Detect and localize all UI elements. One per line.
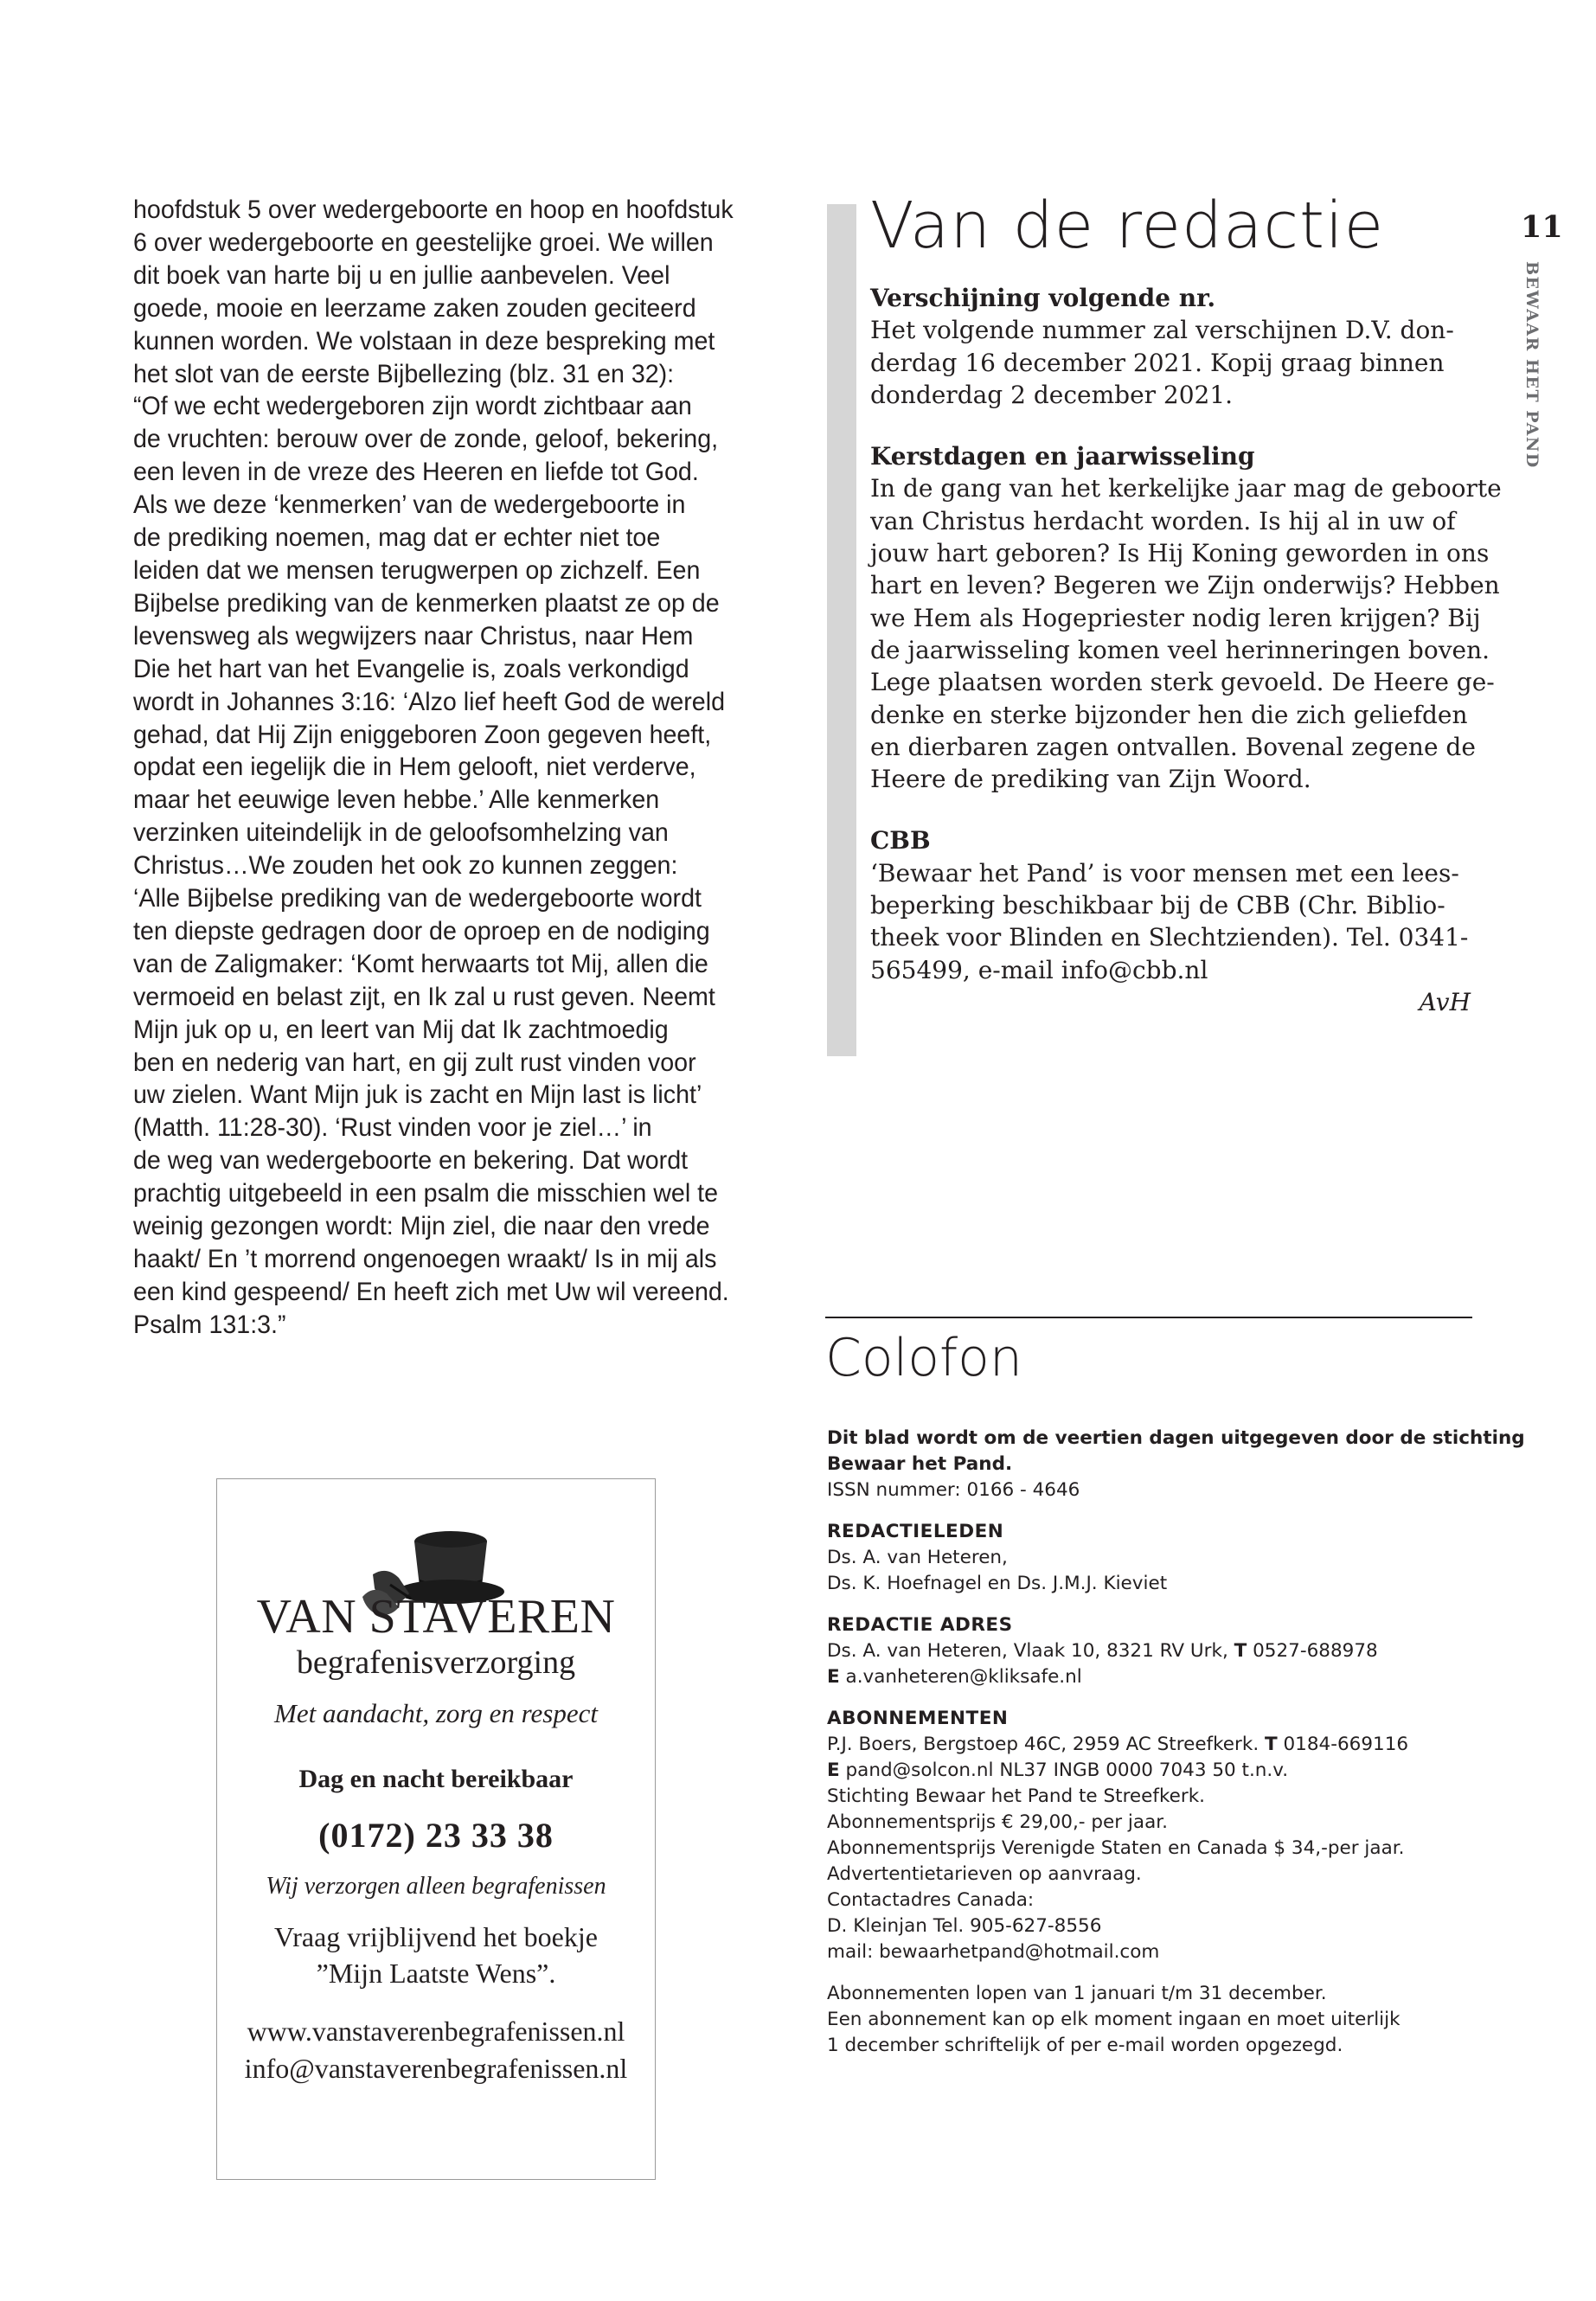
colofon-issn: ISSN nummer: 0166 - 4646 bbox=[827, 1479, 1080, 1501]
paragraph-line: beperking beschikbaar bij de CBB (Chr. Biblio- bbox=[870, 891, 1445, 920]
colofon-line: Abonnementsprijs € 29,00,- per jaar. bbox=[827, 1811, 1168, 1833]
section-heading: REDACTIELEDEN bbox=[827, 1521, 1004, 1542]
article-line: de vruchten: berouw over de zonde, geloof, bekering, bbox=[133, 425, 719, 454]
article-line: Mijn juk op u, en leert van Mij dat Ik zachtmoedig bbox=[133, 1015, 669, 1044]
article-line: weinig gezongen wordt: Mijn ziel, die naar den vrede bbox=[133, 1212, 710, 1241]
section-heading: CBB bbox=[870, 826, 931, 856]
paragraph-line: donderdag 2 december 2021. bbox=[870, 380, 1234, 409]
colofon-line: Contactadres Canada: bbox=[827, 1889, 1035, 1911]
article-line: een leven in de vreze des Heeren en liefde tot God. bbox=[133, 458, 699, 487]
paragraph-line: theek voor Blinden en Slechtzienden). Tel. 0341- bbox=[870, 923, 1469, 952]
phone-label: T bbox=[1234, 1640, 1247, 1662]
article-line: haakt/ En ’t morrend ongenoegen wraakt/ Is in mij als bbox=[133, 1245, 717, 1273]
article-line: 6 over wedergeboorte en geestelijke groei. We willen bbox=[133, 228, 714, 257]
colofon-line: Een abonnement kan op elk moment ingaan en moet uiterlijk bbox=[827, 2009, 1401, 2030]
phone-number: 0184-669116 bbox=[1277, 1734, 1409, 1755]
article-line: wordt in Johannes 3:16: ‘Alzo lief heeft God de wereld bbox=[133, 687, 726, 716]
section-paragraph bbox=[870, 314, 1471, 411]
article-text-column bbox=[133, 194, 771, 1342]
colofon-intro: Dit blad wordt om de veertien dagen uitgegeven door de stichting bbox=[827, 1427, 1525, 1449]
colofon-body bbox=[827, 1426, 1525, 2059]
colofon-line: Abonnementsprijs Verenigde Staten en Canada $ 34,-per jaar. bbox=[827, 1837, 1405, 1859]
paragraph-line: 565499, e-mail info@cbb.nl bbox=[870, 955, 1208, 984]
ad-email: info@vanstaverenbegrafenissen.nl bbox=[244, 2053, 628, 2084]
phone-number: 0527-688978 bbox=[1247, 1640, 1378, 1662]
section-heading: Verschijning volgende nr. bbox=[870, 284, 1216, 312]
colofon-line: 1 december schriftelijk of per e-mail worden opgezegd. bbox=[827, 2035, 1343, 2056]
section-heading: REDACTIE ADRES bbox=[827, 1614, 1013, 1636]
paragraph-line: van Christus herdacht worden. Is hij al in uw of bbox=[870, 506, 1456, 535]
colofon-line bbox=[827, 1664, 1484, 1690]
ad-phone: (0172) 23 33 38 bbox=[318, 1816, 554, 1855]
side-label bbox=[1516, 261, 1550, 478]
article-line: Bijbelse prediking van de kenmerken plaatst ze op de bbox=[133, 588, 720, 618]
article-line: uw zielen. Want Mijn juk is zacht en Mijn last is licht’ bbox=[133, 1080, 702, 1110]
colofon-line bbox=[827, 1638, 1484, 1664]
article-line: “Of we echt wedergeboren zijn wordt zichtbaar aan bbox=[133, 392, 692, 421]
paragraph-line: Heere de prediking van Zijn Woord. bbox=[870, 765, 1311, 794]
article-line: van de Zaligmaker: ‘Komt herwaarts tot Mij, allen die bbox=[133, 949, 708, 978]
ad-booklet-line: Vraag vrijblijvend het boekje bbox=[274, 1921, 598, 1952]
phone-label: T bbox=[1265, 1734, 1278, 1755]
signature: AvH bbox=[1419, 987, 1471, 1016]
funeral-advertisement bbox=[216, 1478, 656, 2180]
section-paragraph bbox=[870, 472, 1502, 795]
colofon-line: Abonnementen lopen van 1 januari t/m 31 december. bbox=[827, 1983, 1327, 2004]
article-line: goede, mooie en leerzame zaken zouden geciteerd bbox=[133, 293, 696, 323]
colofon-title: Colofon bbox=[825, 1328, 1022, 1388]
email-label: E bbox=[827, 1666, 840, 1688]
redactie-title: Van de redactie bbox=[870, 189, 1385, 263]
paragraph-line: Het volgende nummer zal verschijnen D.V. don- bbox=[870, 316, 1454, 345]
colofon-line: Ds. K. Hoefnagel en Ds. J.M.J. Kieviet bbox=[827, 1573, 1168, 1594]
article-line: ben en nederig van hart, en gij zult rust vinden voor bbox=[133, 1048, 696, 1077]
address-text: Ds. A. van Heteren, Vlaak 10, 8321 RV Urk, bbox=[827, 1640, 1234, 1662]
article-line: de weg van wedergeboorte en bekering. Dat wordt bbox=[133, 1146, 689, 1176]
ad-company-name: VAN STAVEREN bbox=[256, 1590, 616, 1644]
paragraph-line: en dierbaren zagen ontvallen. Bovenal zegene de bbox=[870, 732, 1476, 761]
side-label-text: BEWAAR HET PAND bbox=[1522, 261, 1542, 469]
ad-tagline: Met aandacht, zorg en respect bbox=[274, 1698, 598, 1728]
colofon-line: D. Kleinjan Tel. 905-627-8556 bbox=[827, 1915, 1102, 1937]
section-paragraph bbox=[870, 857, 1471, 986]
paragraph-line: de jaarwisseling komen veel herinneringen boven. bbox=[870, 635, 1490, 664]
colofon-line: Ds. A. van Heteren, bbox=[827, 1547, 1008, 1568]
article-line: maar het eeuwige leven hebbe.’ Alle kenmerken bbox=[133, 785, 660, 815]
address-text: P.J. Boers, Bergstoep 46C, 2959 AC Streefkerk. bbox=[827, 1734, 1265, 1755]
redactieleden-section bbox=[827, 1519, 1484, 1597]
page-number: 11 bbox=[1521, 209, 1563, 245]
colofon-divider bbox=[825, 1317, 1472, 1318]
section-heading: ABONNEMENTEN bbox=[827, 1708, 1009, 1729]
colofon-line bbox=[827, 1758, 1484, 1784]
paragraph-line: jouw hart geboren? Is Hij Koning geworden in ons bbox=[870, 539, 1490, 568]
paragraph-line: ‘Bewaar het Pand’ is voor mensen met een lees- bbox=[870, 858, 1459, 888]
abonnementen-section bbox=[827, 1706, 1484, 1965]
paragraph-line: Lege plaatsen worden sterk gevoeld. De Heere ge- bbox=[870, 668, 1495, 697]
email-and-iban: pand@solcon.nl NL37 INGB 0000 7043 50 t.n.v. bbox=[839, 1759, 1289, 1781]
article-line: Als we deze ‘kenmerken’ van de wedergeboorte in bbox=[133, 490, 686, 520]
ad-booklet-title: ”Mijn Laatste Wens”. bbox=[316, 1958, 556, 1989]
article-line: een kind gespeend/ En heeft zich met Uw wil vereend. bbox=[133, 1277, 729, 1306]
redactie-adres-section bbox=[827, 1612, 1484, 1690]
article-line: vermoeid en belast zijt, en Ik zal u rust geven. Neemt bbox=[133, 982, 715, 1011]
article-line: de prediking noemen, mag dat er echter niet toe bbox=[133, 523, 661, 553]
article-line: het slot van de eerste Bijbellezing (blz. 31 en 32): bbox=[133, 359, 675, 388]
colofon-line: Stichting Bewaar het Pand te Streefkerk. bbox=[827, 1785, 1205, 1807]
article-line: hoofdstuk 5 over wedergeboorte en hoop en hoofdstuk bbox=[133, 195, 734, 224]
article-line: dit boek van harte bij u en jullie aanbevelen. Veel bbox=[133, 260, 670, 290]
paragraph-line: derdag 16 december 2021. Kopij graag binnen bbox=[870, 348, 1445, 377]
article-line: ten diepste gedragen door de oproep en de nodiging bbox=[133, 916, 710, 945]
redactie-accent-bar bbox=[827, 204, 856, 1056]
paragraph-line: In de gang van het kerkelijke jaar mag de geboorte bbox=[870, 474, 1502, 503]
article-line: leiden dat we mensen terugwerpen op zichzelf. Een bbox=[133, 555, 701, 585]
article-line: Christus…We zouden het ook zo kunnen zeggen: bbox=[133, 851, 678, 881]
colofon-intro: Bewaar het Pand. bbox=[827, 1453, 1013, 1475]
article-line: prachtig uitgebeeld in een psalm die misschien wel te bbox=[133, 1179, 719, 1208]
article-line: gehad, dat Hij Zijn eniggeboren Zoon gegeven heeft, bbox=[133, 720, 712, 749]
paragraph-line: hart en leven? Begeren we Zijn onderwijs? Hebben bbox=[870, 571, 1500, 600]
article-line: Die het hart van het Evangelie is, zoals verkondigd bbox=[133, 654, 689, 683]
colofon-line: Advertentietarieven op aanvraag. bbox=[827, 1863, 1142, 1885]
article-line: ‘Alle Bijbelse prediking van de wedergeboorte wordt bbox=[133, 884, 702, 913]
ad-website: www.vanstaverenbegrafenissen.nl bbox=[247, 2016, 625, 2047]
email-label: E bbox=[827, 1759, 840, 1781]
colofon-line: mail: bewaarhetpand@hotmail.com bbox=[827, 1941, 1160, 1963]
article-line: Psalm 131:3.” bbox=[133, 1310, 286, 1339]
section-heading: Kerstdagen en jaarwisseling bbox=[870, 442, 1255, 471]
paragraph-line: we Hem als Hogepriester nodig leren krijgen? Bij bbox=[870, 603, 1481, 632]
article-line: levensweg als wegwijzers naar Christus, naar Hem bbox=[133, 621, 694, 651]
ad-availability: Dag en nacht bereikbaar bbox=[298, 1765, 574, 1793]
colofon-line bbox=[827, 1732, 1484, 1758]
article-line: kunnen worden. We volstaan in deze bespreking met bbox=[133, 326, 715, 356]
email-address: a.vanheteren@kliksafe.nl bbox=[839, 1666, 1082, 1688]
paragraph-line: denke en sterke bijzonder hen die zich geliefden bbox=[870, 700, 1468, 729]
colofon-footer bbox=[827, 1981, 1484, 2059]
ad-only-funerals: Wij verzorgen alleen begrafenissen bbox=[266, 1873, 606, 1900]
article-line: (Matth. 11:28-30). ‘Rust vinden voor je ziel…’ in bbox=[133, 1113, 652, 1143]
article-line: verzinken uiteindelijk in de geloofsomhelzing van bbox=[133, 818, 669, 848]
redactie-body bbox=[870, 282, 1502, 1018]
article-line: opdat een iegelijk die in Hem gelooft, niet verderve, bbox=[133, 753, 696, 782]
ad-subtitle: begrafenisverzorging bbox=[296, 1644, 576, 1681]
